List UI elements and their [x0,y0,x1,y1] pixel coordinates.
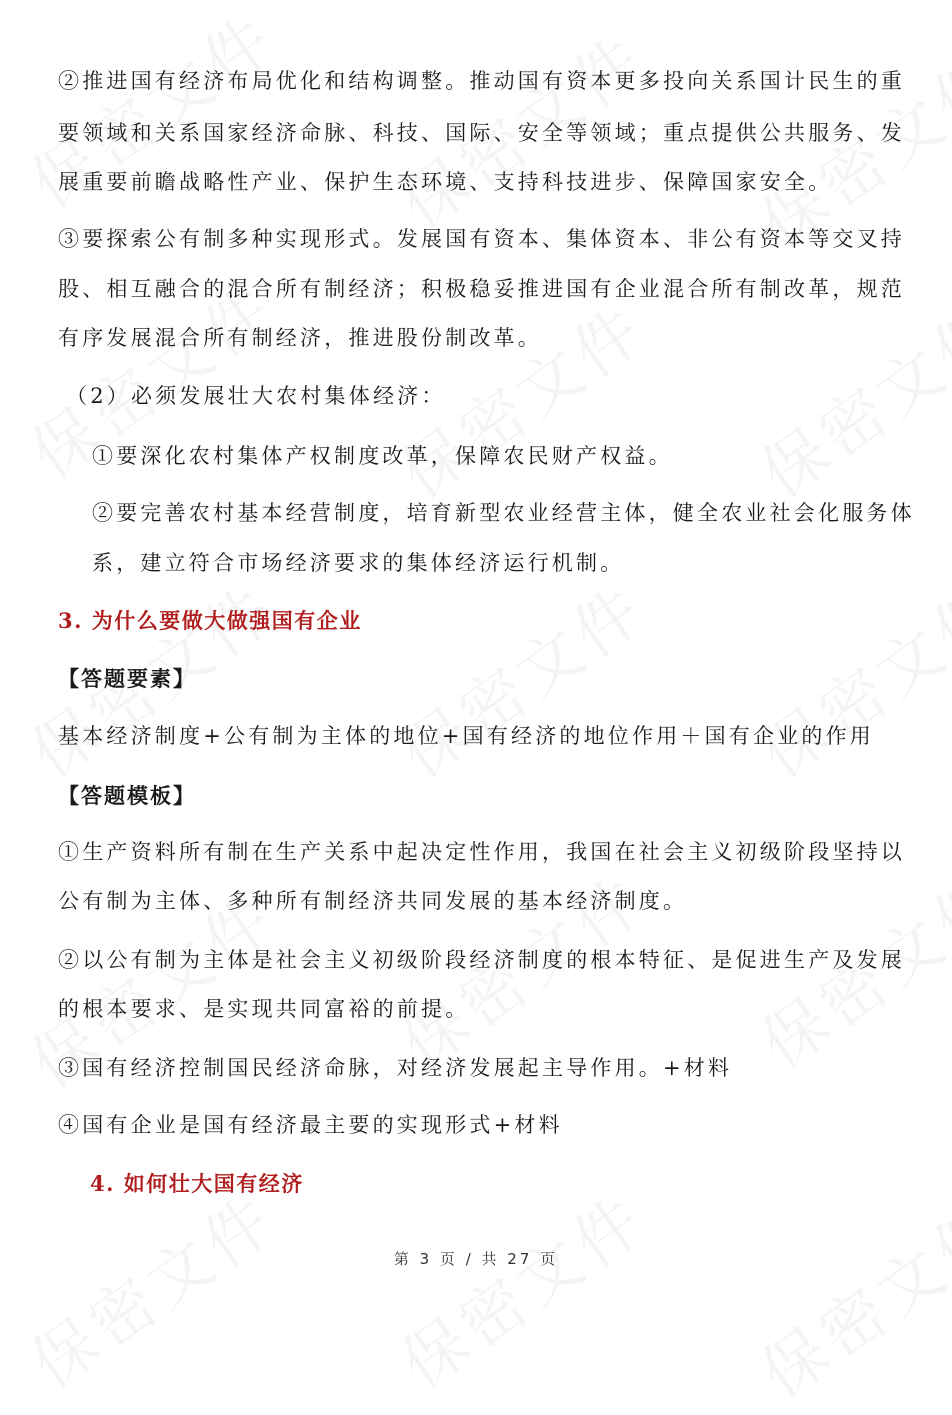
section-heading-3: 3. 为什么要做大做强国有企业 [58,608,362,633]
template-item: 公有制为主体、多种所有制经济共同发展的基本经济制度。 [58,889,688,913]
template-item: ①生产资料所有制在生产关系中起决定性作用，我国在社会主义初级阶段坚持以 [58,840,905,864]
list-item: 系，建立符合市场经济要求的集体经济运行机制。 [92,551,625,575]
page-indicator: 第 3 页 / 共 27 页 [393,1250,559,1268]
list-item: ①要深化农村集体产权制度改革，保障农民财产权益。 [92,444,673,468]
answer-template-label: 【答题模板】 [58,783,196,808]
paragraph-line: 股、相互融合的混合所有制经济；积极稳妥推进国有企业混合所有制改革，规范 [58,277,905,301]
template-item: ②以公有制为主体是社会主义初级阶段经济制度的根本特征、是促进生产及发展 [58,948,905,972]
paragraph-line: 要领域和关系国家经济命脉、科技、国际、安全等领域；重点提供公共服务、发 [58,121,905,145]
template-item: ③国有经济控制国民经济命脉，对经济发展起主导作用。+材料 [58,1056,733,1080]
paragraph-line: ②推进国有经济布局优化和结构调整。推动国有资本更多投向关系国计民生的重 [58,69,905,93]
answer-elements-label: 【答题要素】 [58,666,196,691]
subsection-title: （2）必须发展壮大农村集体经济： [66,384,446,408]
paragraph-line: ③要探索公有制多种实现形式。发展国有资本、集体资本、非公有资本等交叉持 [58,227,905,251]
list-item: ②要完善农村基本经营制度，培育新型农业经营主体，健全农业社会化服务体 [92,501,915,525]
section-heading-4: 4. 如何壮大国有经济 [90,1171,304,1196]
answer-elements-text: 基本经济制度+公有制为主体的地位+国有经济的地位作用＋国有企业的作用 [58,724,874,748]
template-item: 的根本要求、是实现共同富裕的前提。 [58,997,470,1021]
paragraph-line: 展重要前瞻战略性产业、保护生态环境、支持科技进步、保障国家安全。 [58,170,833,194]
template-item: ④国有企业是国有经济最主要的实现形式+材料 [58,1113,563,1137]
paragraph-line: 有序发展混合所有制经济，推进股份制改革。 [58,326,542,350]
